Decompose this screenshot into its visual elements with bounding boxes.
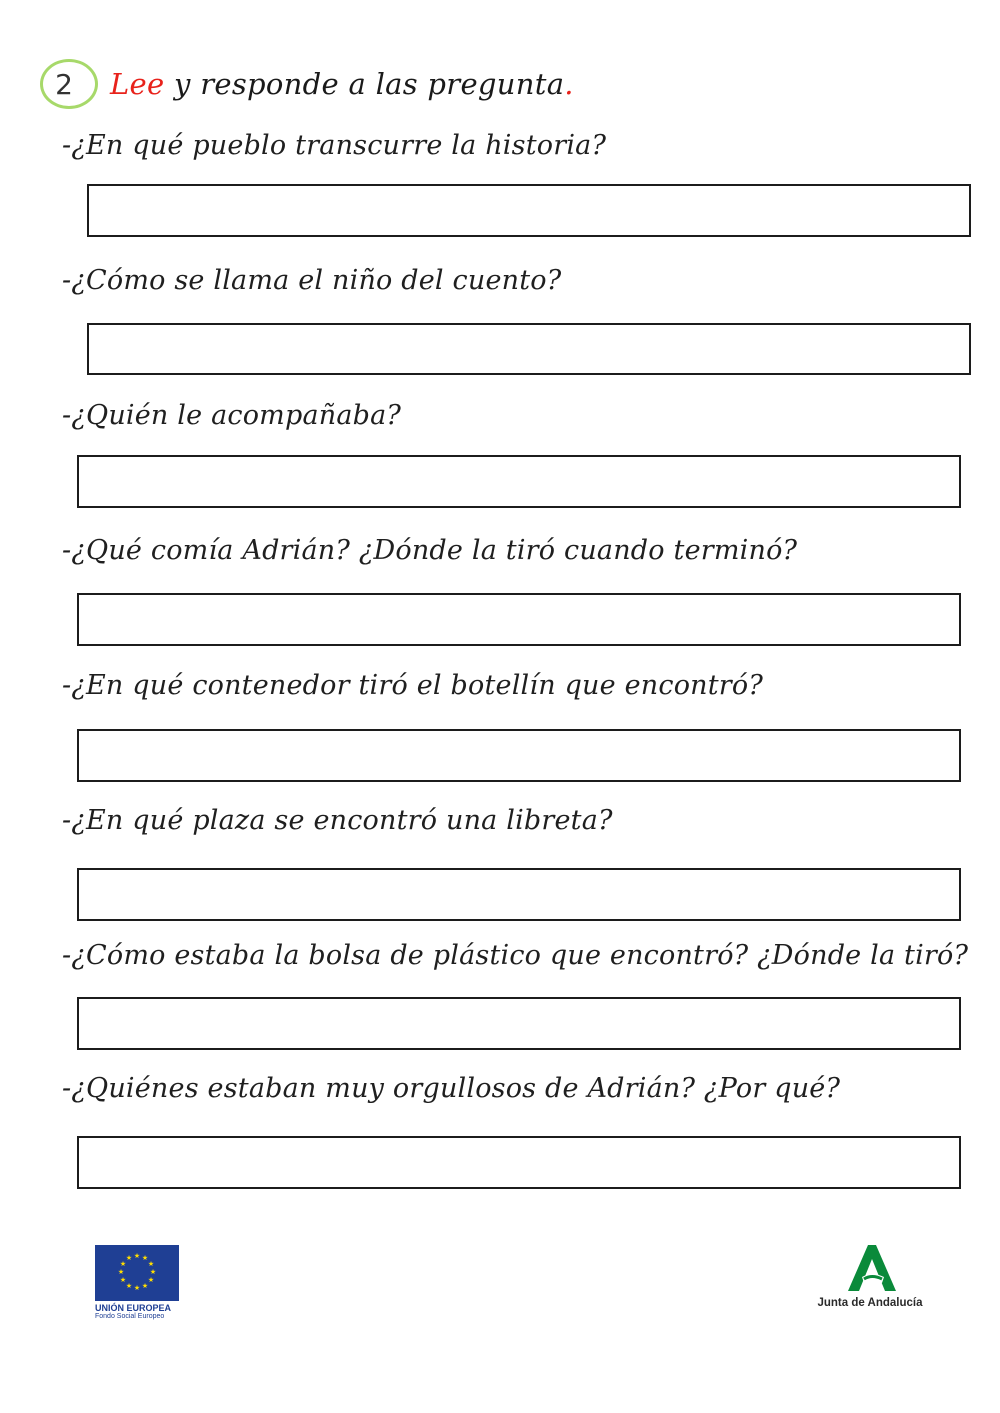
title-period: . — [564, 67, 574, 101]
exercise-header — [40, 56, 574, 112]
eu-logo — [95, 1245, 185, 1320]
answer-input-4[interactable] — [79, 595, 959, 644]
svg-text:★: ★ — [147, 1260, 155, 1268]
exercise-number-circle — [40, 59, 98, 109]
svg-text:★: ★ — [141, 1282, 149, 1290]
answer-input-1[interactable] — [89, 186, 969, 235]
svg-text:★: ★ — [141, 1254, 149, 1262]
junta-a-mark-icon — [840, 1243, 900, 1293]
svg-text:★: ★ — [119, 1260, 127, 1268]
svg-text:★: ★ — [117, 1268, 125, 1276]
question-1: -¿En qué pueblo transcurre la historia? — [62, 130, 607, 161]
eu-fund: Fondo Social Europeo — [95, 1313, 165, 1320]
eu-name: UNIÓN EUROPEA — [95, 1303, 172, 1313]
exercise-title — [110, 67, 574, 101]
answer-box-2[interactable] — [87, 323, 971, 375]
svg-text:★: ★ — [125, 1254, 133, 1262]
answer-box-5[interactable] — [77, 729, 961, 782]
svg-text:★: ★ — [119, 1276, 127, 1284]
answer-input-5[interactable] — [79, 731, 959, 780]
answer-box-8[interactable] — [77, 1136, 961, 1189]
junta-andalucia-logo — [810, 1243, 930, 1309]
junta-andalucia-name: Junta de Andalucía — [817, 1297, 923, 1309]
answer-box-6[interactable] — [77, 868, 961, 921]
exercise-number: 2 — [55, 67, 73, 101]
svg-text:★: ★ — [133, 1284, 141, 1292]
svg-text:★: ★ — [133, 1252, 141, 1260]
answer-input-3[interactable] — [79, 457, 959, 506]
answer-input-8[interactable] — [79, 1138, 959, 1187]
question-6: -¿En qué plaza se encontró una libreta? — [62, 805, 613, 836]
question-3: -¿Quién le acompañaba? — [62, 400, 402, 431]
question-4: -¿Qué comía Adrián? ¿Dónde la tiró cuando terminó? — [62, 535, 798, 566]
answer-box-3[interactable] — [77, 455, 961, 508]
answer-box-7[interactable] — [77, 997, 961, 1050]
eu-flag-icon — [95, 1245, 179, 1301]
svg-text:★: ★ — [125, 1282, 133, 1290]
answer-input-7[interactable] — [79, 999, 959, 1048]
answer-input-2[interactable] — [89, 325, 969, 373]
question-5: -¿En qué contenedor tiró el botellín que encontró? — [62, 670, 764, 701]
svg-text:★: ★ — [149, 1268, 157, 1276]
question-8: -¿Quiénes estaban muy orgullosos de Adrián? ¿Por qué? — [62, 1073, 841, 1104]
eu-stars-icon — [95, 1245, 179, 1301]
svg-text:★: ★ — [147, 1276, 155, 1284]
question-7: -¿Cómo estaba la bolsa de plástico que encontró? ¿Dónde la tiró? — [62, 940, 969, 971]
question-2: -¿Cómo se llama el niño del cuento? — [62, 265, 562, 296]
answer-input-6[interactable] — [79, 870, 959, 919]
answer-box-1[interactable] — [87, 184, 971, 237]
title-highlight: Lee — [110, 67, 165, 101]
title-rest: y responde a las pregunta — [164, 67, 565, 101]
answer-box-4[interactable] — [77, 593, 961, 646]
